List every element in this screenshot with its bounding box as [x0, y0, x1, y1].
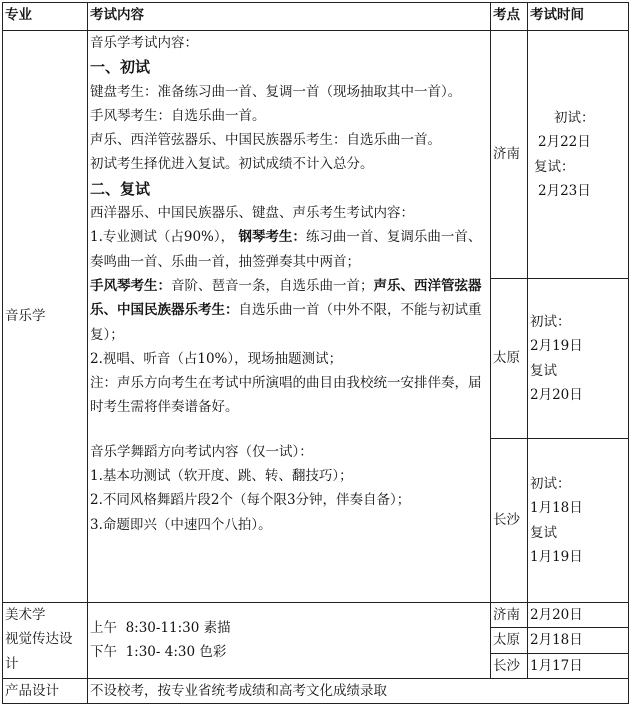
time-taiyuan — [528, 279, 629, 439]
time-taiyuan-l3: 复试 — [530, 362, 557, 379]
time-changsha — [528, 439, 629, 603]
time-changsha-l4: 1月19日 — [530, 548, 583, 565]
art-date-taiyuan: 2月18日 — [528, 628, 629, 653]
art-row-jinan — [3, 603, 629, 628]
header-content: 考试内容 — [88, 3, 491, 31]
product-row — [3, 678, 629, 703]
spacer — [90, 420, 488, 440]
r1-vocal: 声乐、西洋管弦器乐、中国民族器乐考生：自选乐曲一首。 — [90, 132, 441, 149]
dance-item-2: 2.不同风格舞蹈片段2个（每个限3分钟，伴奏自备）； — [90, 492, 411, 509]
r1-accordion: 手风琴考生：自选乐曲一首。 — [90, 107, 266, 124]
dance-item-3: 3.命题即兴（中速四个八拍）。 — [90, 516, 272, 533]
art-content-cell — [88, 603, 491, 679]
music-major-cell — [3, 31, 88, 603]
r2-item1 — [90, 225, 488, 274]
time-taiyuan-l4: 2月20日 — [530, 386, 583, 403]
r1-keyboard: 键盘考生：准备练习曲一首、复调一首（现场抽取其中一首）。 — [90, 83, 462, 100]
header-major: 专业 — [3, 3, 88, 31]
time-jinan — [528, 31, 629, 279]
header-row — [3, 3, 629, 31]
time-taiyuan-l1: 初试： — [530, 313, 571, 330]
r1-note: 初试考生择优进入复试。初试成绩不计入总分。 — [90, 156, 374, 173]
location-jinan: 济南 — [491, 31, 528, 279]
music-content-cell — [88, 31, 491, 603]
music-row-jinan — [3, 31, 629, 279]
r2-intro: 西洋器乐、中国民族器乐、键盘、声乐考生考试内容： — [90, 205, 414, 222]
r2-piano-label: 钢琴考生： — [238, 229, 306, 246]
header-location: 考点 — [491, 3, 528, 31]
time-changsha-l3: 复试 — [530, 524, 557, 541]
music-major: 音乐学 — [5, 308, 46, 325]
r2-vocal-label: 声乐、西洋管弦器乐、中国民族器乐考生： — [90, 277, 482, 319]
time-jinan-l2: 2月22日 — [538, 134, 591, 151]
r2-vocal-text: 自选乐曲一首（中外不限，不能与初试重复）； — [90, 302, 482, 343]
art-major-1: 美术学 — [5, 607, 46, 623]
art-location-taiyuan: 太原 — [491, 628, 528, 653]
round1-title: 一、初试 — [90, 58, 151, 77]
art-am: 上午 8:30-11:30 素描 — [90, 620, 231, 637]
art-pm: 下午 1:30- 4:30 色彩 — [90, 644, 227, 661]
location-changsha: 长沙 — [491, 439, 528, 603]
r2-accordion-text: 音阶、琶音一条，自选乐曲一首； — [171, 277, 374, 294]
art-major-2: 视觉传达设计 — [5, 631, 73, 672]
time-jinan-l3: 复试： — [534, 158, 575, 175]
product-content: 不设校考，按专业省统考成绩和高考文化成绩录取 — [88, 678, 629, 703]
r2-piano-text: 练习曲一首、复调乐曲一首、奏鸣曲一首、乐曲一首，抽签弹奏其中两首； — [90, 229, 482, 270]
music-intro: 音乐学考试内容： — [90, 35, 198, 51]
round2-title: 二、复试 — [90, 179, 151, 198]
r2-accordion-label: 手风琴考生： — [90, 277, 171, 294]
art-date-jinan: 2月20日 — [528, 603, 629, 628]
r2-accordion — [90, 274, 488, 347]
location-taiyuan: 太原 — [491, 279, 528, 439]
art-location-changsha: 长沙 — [491, 653, 528, 678]
header-time: 考试时间 — [528, 3, 629, 31]
r2-item2: 2.视唱、听音（占10%），现场抽题测试； — [90, 350, 343, 367]
exam-schedule-table — [2, 2, 629, 704]
time-taiyuan-l2: 2月19日 — [530, 338, 583, 355]
r2-note: 注：声乐方向考生在考试中所演唱的曲目由我校统一安排伴奏，届时考生需将伴奏谱备好。 — [90, 375, 482, 416]
dance-item-1: 1.基本功测试（软开度、跳、转、翻技巧）； — [90, 468, 353, 485]
time-changsha-l2: 1月18日 — [530, 500, 583, 517]
dance-intro: 音乐学舞蹈方向考试内容（仅一试）： — [90, 443, 313, 460]
time-jinan-l1: 初试： — [554, 109, 595, 126]
r2-item1-pre: 1.专业测试（占90%）， — [90, 229, 235, 246]
art-date-changsha: 1月17日 — [528, 653, 629, 678]
art-major-cell — [3, 603, 88, 679]
time-jinan-l4: 2月23日 — [538, 182, 591, 199]
time-changsha-l1: 初试： — [530, 475, 571, 492]
product-major: 产品设计 — [3, 678, 88, 703]
art-location-jinan: 济南 — [491, 603, 528, 628]
